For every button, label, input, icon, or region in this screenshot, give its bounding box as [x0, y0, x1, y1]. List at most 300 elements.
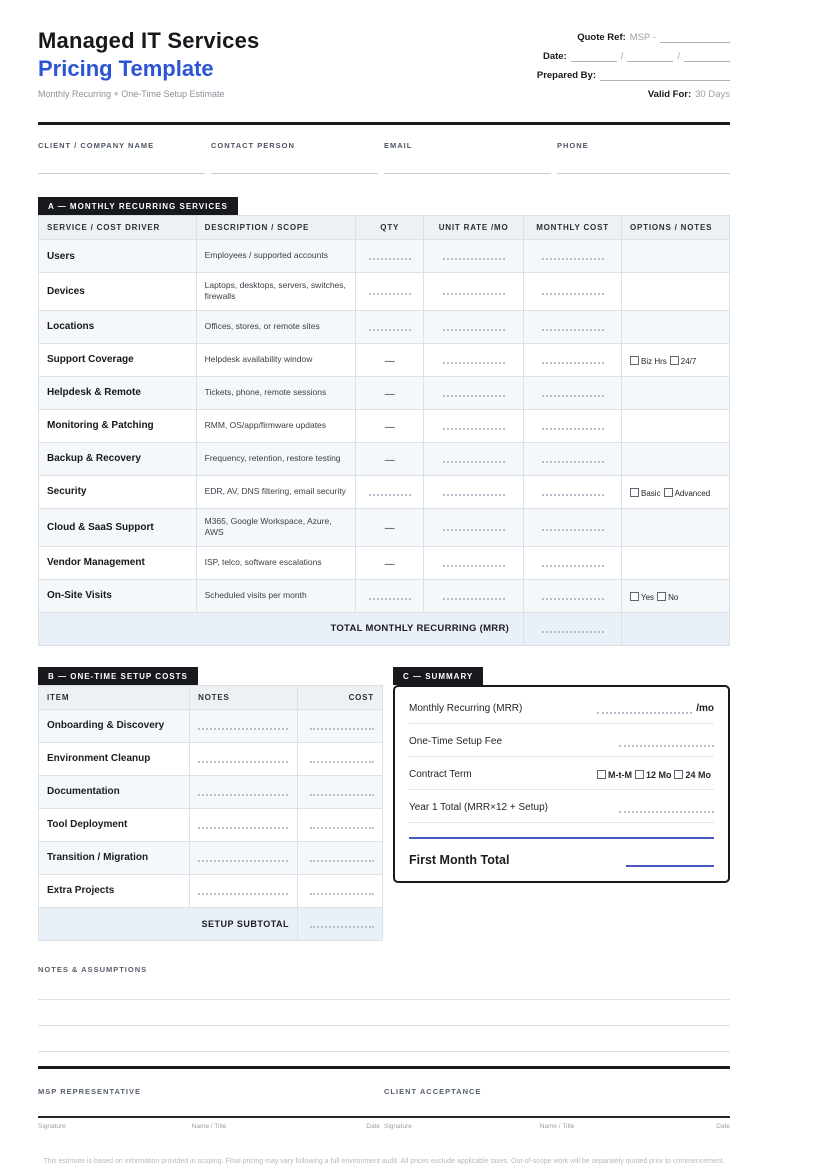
- section-c-tag: C — SUMMARY: [393, 667, 483, 685]
- option-option-label: Advanced: [674, 488, 711, 498]
- setup-table-header: [39, 685, 383, 709]
- service-name: Users: [47, 250, 75, 262]
- setup-item-name: Onboarding & Discovery: [47, 720, 165, 732]
- date-row: [537, 51, 730, 62]
- option-checkbox-0[interactable]: [630, 592, 639, 601]
- setup-cost-cell: [298, 841, 383, 874]
- service-name-cell: [39, 310, 197, 343]
- qty-not-applicable: —: [384, 558, 395, 570]
- service-description-cell: [196, 409, 356, 442]
- qty-cell: [356, 273, 424, 311]
- unit-rate-cell: [424, 343, 524, 376]
- client-field-label: PHONE: [557, 141, 589, 150]
- setup-item-name: Environment Cleanup: [47, 753, 151, 765]
- services-column-header: DESCRIPTION / SCOPE: [196, 216, 356, 240]
- page-title: Managed IT Services: [38, 28, 260, 53]
- setup-subtotal-label: SETUP SUBTOTAL: [39, 907, 298, 940]
- service-description-cell: [196, 343, 356, 376]
- option-option-label: Basic: [641, 488, 661, 498]
- unit-rate-field[interactable]: [443, 356, 505, 364]
- setup-cost-field[interactable]: [310, 755, 374, 763]
- summary-value-field[interactable]: [619, 739, 714, 747]
- first-month-total-row: [409, 853, 714, 867]
- disclaimer-text: This estimate is based on information provided in scoping. Final pricing may vary following a full environment audit. All prices exclude applicable taxes. Out-of-scope work will be separately quoted prior to commencement.: [43, 1157, 725, 1165]
- first-month-total-field[interactable]: [626, 865, 714, 867]
- monthly-cost-cell: [524, 240, 622, 273]
- setup-cost-cell: [298, 775, 383, 808]
- valid-for-row: [537, 89, 730, 100]
- setup-notes-cell: [190, 874, 298, 907]
- service-description: Helpdesk availability window: [204, 354, 313, 365]
- unit-rate-field[interactable]: [443, 287, 505, 295]
- monthly-cost-field[interactable]: [542, 559, 604, 567]
- services-column-header: QTY: [356, 216, 424, 240]
- date-label: Date:: [542, 51, 567, 62]
- qty-field[interactable]: [369, 488, 411, 496]
- setup-notes-field[interactable]: [198, 722, 288, 730]
- prepared-by-label: Prepared By:: [536, 70, 596, 81]
- date-separator: /: [620, 51, 624, 62]
- service-name-cell: [39, 343, 197, 376]
- service-description-cell: [196, 442, 356, 475]
- service-name: Vendor Management: [47, 557, 145, 569]
- setup-notes-field[interactable]: [198, 887, 288, 895]
- contract-term-option: [674, 770, 711, 780]
- service-name: Monitoring & Patching: [47, 420, 154, 432]
- option-option: [657, 593, 678, 602]
- qty-cell: [356, 579, 424, 612]
- options-cell: [622, 240, 730, 273]
- setup-cost-cell: [298, 808, 383, 841]
- unit-rate-cell: [424, 579, 524, 612]
- service-description-cell: [196, 273, 356, 311]
- setup-cost-field[interactable]: [310, 887, 374, 895]
- qty-cell: [356, 343, 424, 376]
- setup-cost-field[interactable]: [310, 821, 374, 829]
- setup-column-header: NOTES: [190, 685, 298, 709]
- unit-rate-field[interactable]: [443, 252, 505, 260]
- unit-rate-field[interactable]: [443, 559, 505, 567]
- summary-row: [409, 790, 714, 823]
- qty-cell: [356, 546, 424, 579]
- qty-field[interactable]: [369, 323, 411, 331]
- section-a-tag: A — MONTHLY RECURRING SERVICES: [38, 197, 238, 215]
- setup-notes-field[interactable]: [198, 821, 288, 829]
- service-name-cell: [39, 240, 197, 273]
- service-row: [39, 508, 730, 546]
- summary-row-value: [619, 805, 714, 813]
- client-field: [211, 141, 384, 174]
- qty-not-applicable: —: [384, 454, 395, 466]
- option-checkbox-1[interactable]: [664, 488, 673, 497]
- client-field-label: CONTACT PERSON: [211, 141, 295, 150]
- signature-slot-label: Signature: [38, 1122, 66, 1130]
- summary-row-label: Monthly Recurring (MRR): [409, 702, 523, 714]
- monthly-cost-field[interactable]: [542, 455, 604, 463]
- service-row: [39, 310, 730, 343]
- qty-cell: [356, 376, 424, 409]
- client-field: [38, 141, 211, 174]
- client-field-label: EMAIL: [384, 141, 413, 150]
- service-name: Cloud & SaaS Support: [47, 521, 154, 533]
- client-field: [384, 141, 557, 174]
- unit-rate-cell: [424, 475, 524, 508]
- setup-item-cell: [39, 742, 190, 775]
- setup-item-cell: [39, 874, 190, 907]
- unit-rate-field[interactable]: [443, 523, 505, 531]
- monthly-cost-field[interactable]: [542, 287, 604, 295]
- unit-rate-field[interactable]: [443, 592, 505, 600]
- options-cell: [622, 508, 730, 546]
- page-tagline: Monthly Recurring + One-Time Setup Estimate: [38, 89, 225, 99]
- service-description: M365, Google Workspace, Azure, AWS: [204, 515, 332, 538]
- setup-cost-field[interactable]: [310, 854, 374, 862]
- summary-row: [409, 691, 714, 724]
- setup-column-header: COST: [298, 685, 383, 709]
- unit-rate-cell: [424, 273, 524, 311]
- prepared-by-row: [537, 70, 730, 81]
- valid-for-label: Valid For:: [647, 89, 692, 100]
- qty-cell: [356, 240, 424, 273]
- unit-rate-cell: [424, 240, 524, 273]
- quote-ref-row: [537, 32, 730, 43]
- options-cell: [622, 442, 730, 475]
- setup-subtotal-cell: [298, 907, 383, 940]
- monthly-cost-cell: [524, 376, 622, 409]
- options-cell: [622, 343, 730, 376]
- service-description-cell: [196, 240, 356, 273]
- service-description-cell: [196, 376, 356, 409]
- contract-term-checkbox-0[interactable]: [597, 770, 606, 779]
- section-a: [38, 196, 730, 646]
- monthly-cost-field[interactable]: [542, 523, 604, 531]
- qty-field[interactable]: [369, 287, 411, 295]
- qty-not-applicable: —: [384, 421, 395, 433]
- client-acceptance-label: CLIENT ACCEPTANCE: [384, 1086, 482, 1096]
- setup-notes-field[interactable]: [198, 854, 288, 862]
- contract-term-option-label: M-t-M: [607, 769, 632, 780]
- setup-item-name: Tool Deployment: [47, 819, 128, 831]
- option-option: [630, 489, 661, 498]
- qty-cell: [356, 442, 424, 475]
- quote-ref-field[interactable]: [660, 33, 730, 43]
- setup-item-cell: [39, 775, 190, 808]
- option-option-label: No: [668, 592, 679, 602]
- unit-rate-field[interactable]: [443, 323, 505, 331]
- service-name-cell: [39, 579, 197, 612]
- setup-item-name: Transition / Migration: [47, 852, 149, 864]
- summary-row-label: Contract Term: [409, 768, 472, 780]
- qty-not-applicable: —: [384, 355, 395, 367]
- option-option: [664, 489, 711, 498]
- notes-writing-line[interactable]: [38, 1026, 730, 1052]
- summary-row-value: [597, 703, 714, 714]
- option: [630, 357, 699, 366]
- service-description: Offices, stores, or remote sites: [204, 321, 320, 332]
- monthly-services-table: [38, 215, 730, 646]
- service-name: Security: [47, 486, 87, 498]
- unit-rate-cell: [424, 442, 524, 475]
- unit-rate-cell: [424, 508, 524, 546]
- qty-field[interactable]: [369, 592, 411, 600]
- options-cell: [622, 310, 730, 343]
- service-row: [39, 409, 730, 442]
- summary-value-suffix: /mo: [696, 702, 714, 714]
- service-row: [39, 579, 730, 612]
- section-b-tag: B — ONE-TIME SETUP COSTS: [38, 667, 198, 685]
- services-column-header: UNIT RATE /MO: [424, 216, 524, 240]
- service-name-cell: [39, 475, 197, 508]
- qty-field[interactable]: [369, 252, 411, 260]
- monthly-cost-field[interactable]: [542, 389, 604, 397]
- setup-notes-cell: [190, 808, 298, 841]
- quote-ref-label: Quote Ref:: [577, 32, 626, 43]
- setup-item-cell: [39, 808, 190, 841]
- option-option: [630, 357, 667, 366]
- setup-row: [39, 874, 383, 907]
- notes-writing-line[interactable]: [38, 1000, 730, 1026]
- service-row: [39, 442, 730, 475]
- service-description: Laptops, desktops, servers, switches, firewalls: [204, 280, 346, 302]
- unit-rate-field[interactable]: [443, 455, 505, 463]
- setup-row: [39, 709, 383, 742]
- options-cell: [622, 273, 730, 311]
- monthly-cost-field[interactable]: [542, 488, 604, 496]
- signature-line[interactable]: [38, 1096, 730, 1118]
- service-description: EDR, AV, DNS filtering, email security: [204, 486, 346, 497]
- date-separator-2: /: [677, 51, 680, 62]
- service-name: Backup & Recovery: [47, 453, 141, 465]
- signature-slot-label: Date: [366, 1122, 380, 1130]
- summary-row: [409, 724, 714, 757]
- qty-cell: [356, 310, 424, 343]
- option-option-label: 24/7: [680, 356, 697, 366]
- option: [630, 593, 681, 602]
- client-field: [557, 141, 730, 174]
- monthly-cost-cell: [524, 409, 622, 442]
- monthly-cost-cell: [524, 343, 622, 376]
- option-option-label: Biz Hrs: [641, 356, 667, 366]
- option-option: [670, 357, 697, 366]
- options-cell: [622, 376, 730, 409]
- options-cell: [622, 409, 730, 442]
- monthly-cost-cell: [524, 442, 622, 475]
- service-name: On-Site Visits: [47, 590, 112, 602]
- summary-row-value: [597, 770, 714, 780]
- notes-writing-line[interactable]: [38, 974, 730, 1000]
- setup-notes-cell: [190, 742, 298, 775]
- pricing-template-page: [38, 0, 730, 1168]
- client-signature-slots: [384, 1123, 730, 1130]
- notes-label: NOTES & ASSUMPTIONS: [38, 964, 148, 974]
- client-field-input[interactable]: [384, 150, 551, 174]
- unit-rate-cell: [424, 376, 524, 409]
- options-cell: [622, 546, 730, 579]
- monthly-cost-field[interactable]: [542, 356, 604, 364]
- summary-value-field[interactable]: [619, 805, 714, 813]
- signature-slot-label: Signature: [384, 1122, 412, 1130]
- signature-slot-labels: [38, 1123, 730, 1130]
- option-option: [630, 593, 654, 602]
- contract-term-checkbox-2[interactable]: [674, 770, 683, 779]
- monthly-cost-cell: [524, 579, 622, 612]
- contract-term: [597, 770, 714, 780]
- setup-costs-table: [38, 685, 383, 941]
- qty-cell: [356, 508, 424, 546]
- qty-cell: [356, 409, 424, 442]
- service-row: [39, 240, 730, 273]
- summary-row-label: One-Time Setup Fee: [409, 735, 503, 747]
- page-subtitle: Pricing Template: [38, 56, 214, 81]
- date-day-field[interactable]: [571, 52, 617, 62]
- total-mrr-label: TOTAL MONTHLY RECURRING (MRR): [39, 612, 524, 645]
- summary-box: [393, 685, 730, 883]
- setup-notes-field[interactable]: [198, 788, 288, 796]
- monthly-cost-cell: [524, 310, 622, 343]
- monthly-cost-field[interactable]: [542, 592, 604, 600]
- services-column-header: MONTHLY COST: [524, 216, 622, 240]
- setup-notes-cell: [190, 709, 298, 742]
- setup-item-name: Documentation: [47, 786, 120, 798]
- monthly-cost-field[interactable]: [542, 422, 604, 430]
- service-description-cell: [196, 546, 356, 579]
- service-description: Tickets, phone, remote sessions: [204, 387, 327, 398]
- service-name-cell: [39, 442, 197, 475]
- setup-item-cell: [39, 841, 190, 874]
- service-name: Helpdesk & Remote: [47, 387, 141, 399]
- service-name: Devices: [47, 285, 85, 297]
- services-column-header: SERVICE / COST DRIVER: [39, 216, 197, 240]
- client-field-label: CLIENT / COMPANY NAME: [38, 141, 155, 150]
- service-name: Locations: [47, 321, 95, 333]
- contract-term-option-label: 12 Mo: [645, 769, 672, 780]
- services-column-header: OPTIONS / NOTES: [622, 216, 730, 240]
- service-description-cell: [196, 475, 356, 508]
- setup-cost-field[interactable]: [310, 788, 374, 796]
- service-description-cell: [196, 508, 356, 546]
- unit-rate-cell: [424, 409, 524, 442]
- setup-subtotal-field[interactable]: [310, 920, 374, 928]
- service-name: Support Coverage: [47, 354, 134, 366]
- service-description: Frequency, retention, restore testing: [204, 453, 341, 464]
- option-checkbox-0[interactable]: [630, 356, 639, 365]
- qty-not-applicable: —: [384, 523, 395, 535]
- signature-slot-label: Date: [716, 1122, 730, 1130]
- service-row: [39, 376, 730, 409]
- contract-term-checkbox-1[interactable]: [635, 770, 644, 779]
- monthly-cost-cell: [524, 546, 622, 579]
- prepared-by-field[interactable]: [600, 71, 730, 81]
- setup-notes-cell: [190, 775, 298, 808]
- service-name-cell: [39, 273, 197, 311]
- monthly-cost-cell: [524, 475, 622, 508]
- service-description-cell: [196, 310, 356, 343]
- setup-item-name: Extra Projects: [47, 885, 115, 897]
- summary-divider: [409, 837, 714, 839]
- setup-cost-field[interactable]: [310, 722, 374, 730]
- qty-not-applicable: —: [384, 388, 395, 400]
- service-description: Employees / supported accounts: [204, 250, 328, 261]
- setup-cost-cell: [298, 742, 383, 775]
- setup-row: [39, 775, 383, 808]
- service-description: Scheduled visits per month: [204, 590, 307, 601]
- setup-notes-field[interactable]: [198, 755, 288, 763]
- service-name-cell: [39, 508, 197, 546]
- monthly-cost-field[interactable]: [542, 323, 604, 331]
- section-c: [393, 666, 730, 941]
- option-checkbox-0[interactable]: [630, 488, 639, 497]
- monthly-cost-cell: [524, 273, 622, 311]
- unit-rate-field[interactable]: [443, 488, 505, 496]
- date-month-field[interactable]: [627, 52, 673, 62]
- contract-term-option: [635, 770, 672, 780]
- service-name-cell: [39, 409, 197, 442]
- client-info-strip: [38, 141, 730, 174]
- qty-cell: [356, 475, 424, 508]
- service-name-cell: [39, 376, 197, 409]
- summary-row-value: [619, 739, 714, 747]
- client-field-input[interactable]: [211, 150, 378, 174]
- signature-slot-label: Name / Title: [191, 1122, 227, 1130]
- valid-for-value: 30 Days: [695, 89, 730, 100]
- monthly-cost-cell: [524, 508, 622, 546]
- total-mrr-row: [39, 612, 730, 645]
- option-option-label: Yes: [641, 592, 655, 602]
- contract-term-option-label: 24 Mo: [685, 769, 711, 780]
- service-description-cell: [196, 579, 356, 612]
- service-row: [39, 273, 730, 311]
- total-mrr-options-cell: [622, 612, 730, 645]
- document-header: [38, 28, 730, 108]
- section-b: [38, 666, 383, 941]
- service-row: [39, 475, 730, 508]
- option-checkbox-1[interactable]: [657, 592, 666, 601]
- setup-cost-cell: [298, 874, 383, 907]
- notes-section: [38, 965, 730, 1052]
- unit-rate-cell: [424, 310, 524, 343]
- services-table-header: [39, 216, 730, 240]
- client-field-input[interactable]: [557, 150, 730, 174]
- setup-row: [39, 841, 383, 874]
- service-row: [39, 546, 730, 579]
- setup-notes-cell: [190, 841, 298, 874]
- signature-divider: [38, 1066, 730, 1069]
- first-month-total-label: First Month Total: [409, 852, 510, 867]
- monthly-cost-field[interactable]: [542, 252, 604, 260]
- service-description: RMM, OS/app/firmware updates: [204, 420, 327, 431]
- summary-value-field[interactable]: [597, 706, 692, 714]
- signature-headers: [38, 1087, 730, 1096]
- unit-rate-field[interactable]: [443, 422, 505, 430]
- msp-signature-slots: [38, 1123, 384, 1130]
- service-name-cell: [39, 546, 197, 579]
- summary-row-label: Year 1 Total (MRR×12 + Setup): [409, 801, 548, 813]
- client-field-input[interactable]: [38, 150, 205, 174]
- setup-row: [39, 742, 383, 775]
- contract-term-option: [597, 770, 632, 780]
- setup-item-cell: [39, 709, 190, 742]
- total-mrr-field[interactable]: [542, 625, 604, 633]
- date-year-field[interactable]: [684, 52, 730, 62]
- unit-rate-field[interactable]: [443, 389, 505, 397]
- option: [630, 489, 713, 498]
- title-block: [38, 28, 259, 108]
- service-description: ISP, telco, software escalations: [204, 557, 322, 568]
- total-mrr-cell: [524, 612, 622, 645]
- service-row: [39, 343, 730, 376]
- signature-slot-label: Name / Title: [539, 1122, 575, 1130]
- option-checkbox-1[interactable]: [670, 356, 679, 365]
